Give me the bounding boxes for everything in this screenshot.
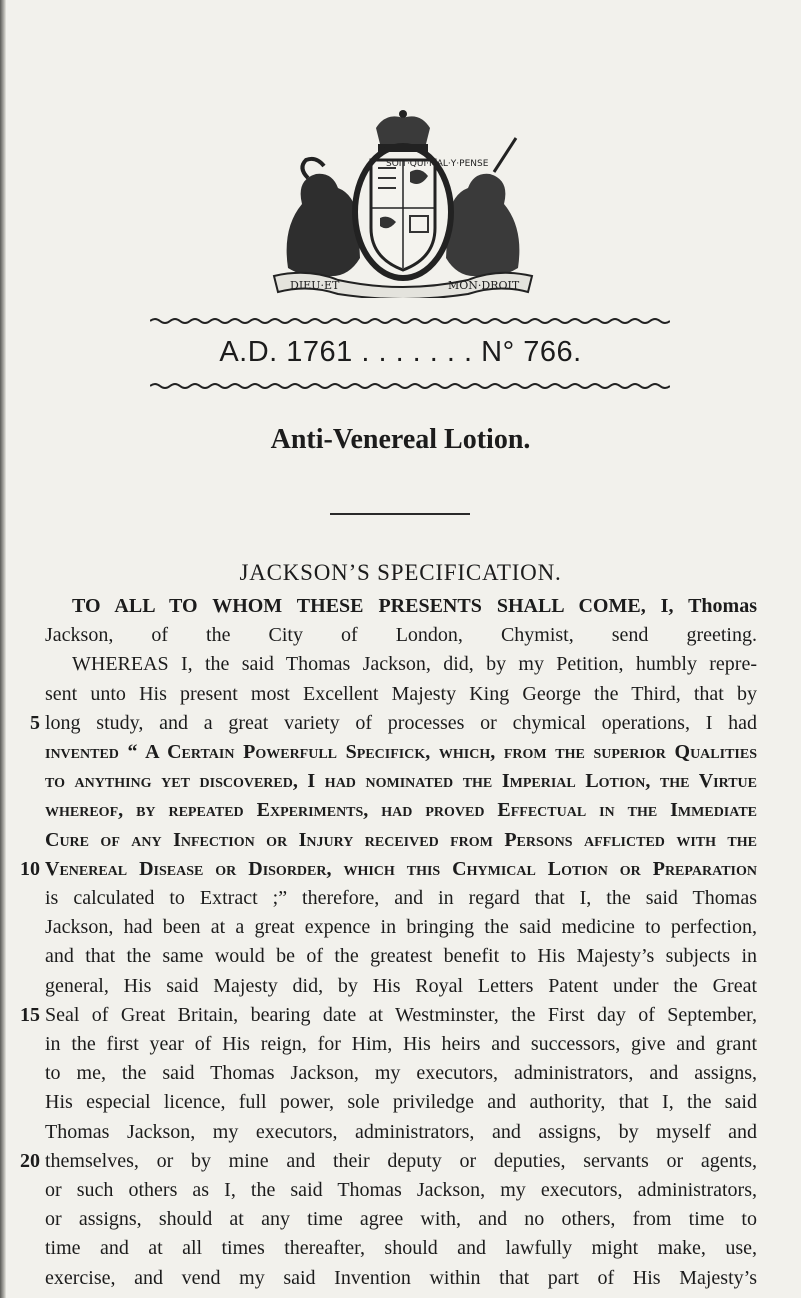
line-number: 10 [20,857,40,880]
motto-right: MON·DROIT [448,279,520,292]
wavy-rule-top [150,317,670,325]
line-number: 15 [20,1003,40,1026]
body-line: WHEREAS I, the said Thomas Jackson, did, by my Petition, humbly repre- [72,653,757,676]
body-line: sent unto His present most Excellent Majesty King George the Third, that by [45,682,757,705]
body-line: Seal of Great Britain, bearing date at Westminster, the First day of September, [45,1003,757,1026]
body-line: to me, the said Thomas Jackson, my executors, administrators, and assigns, [45,1062,757,1085]
body-line: Venereal Disease or Disorder, which this Chymical Lotion or Preparation [45,857,757,880]
body-line: general, His said Majesty did, by His Royal Letters Patent under the Great [45,974,757,997]
garter-motto: SOIT·QUI·MAL·Y·PENSE [386,159,489,169]
body-line: invented “ A Certain Powerfull Specifick, which, from the superior Qualities [45,741,757,763]
title-divider [330,513,470,515]
body-line: time and at all times thereafter, should and lawfully might make, use, [45,1237,757,1260]
motto-left: DIEU·ET [290,279,340,292]
body-line: whereof, by repeated Experiments, had proved Effectual in the Immediate [45,799,757,822]
year-number-heading: A.D. 1761 . . . . . . . N° 766. [219,336,582,368]
specification-title: JACKSON’S SPECIFICATION. [239,560,562,585]
body-line: long study, and a great variety of processes or chymical operations, I had [45,711,757,734]
wavy-rule-bottom [150,382,670,390]
page-binding-edge [0,0,6,1298]
patent-title: Anti-Venereal Lotion. [270,424,531,455]
body-line: or assigns, should at any time agree with, and no others, from time to [45,1208,757,1231]
body-line: His especial licence, full power, sole priviledge and authority, that I, the said [45,1091,757,1114]
body-line: Jackson, had been at a great expence in bringing the said medicine to perfection, [45,916,757,939]
body-line: and that the same would be of the greatest benefit to His Majesty’s subjects in [45,945,757,968]
body-line: exercise, and vend my said Invention within that part of His Majesty’s [45,1266,757,1289]
body-line: Cure of any Infection or Injury received from Persons afflicted with the [45,828,757,851]
line-number: 20 [20,1149,40,1172]
body-line: in the first year of His reign, for Him, His heirs and successors, give and grant [45,1033,757,1055]
body-line: Thomas Jackson, my executors, administrators, and assigns, by myself and [45,1120,757,1143]
body-line: themselves, or by mine and their deputy or deputies, servants or agents, [45,1149,757,1172]
body-line: or such others as I, the said Thomas Jackson, my executors, administrators, [45,1179,757,1201]
royal-coat-of-arms [268,108,538,298]
line-number: 5 [30,711,40,734]
body-line: is calculated to Extract ;” therefore, and in regard that I, the said Thomas [45,887,757,909]
body-line: TO ALL TO WHOM THESE PRESENTS SHALL COME, I, Thomas [72,595,757,617]
body-line: to anything yet discovered, I had nominated the Imperial Lotion, the Virtue [45,770,757,793]
body-line: Jackson, of the City of London, Chymist, send greeting. [45,624,757,647]
